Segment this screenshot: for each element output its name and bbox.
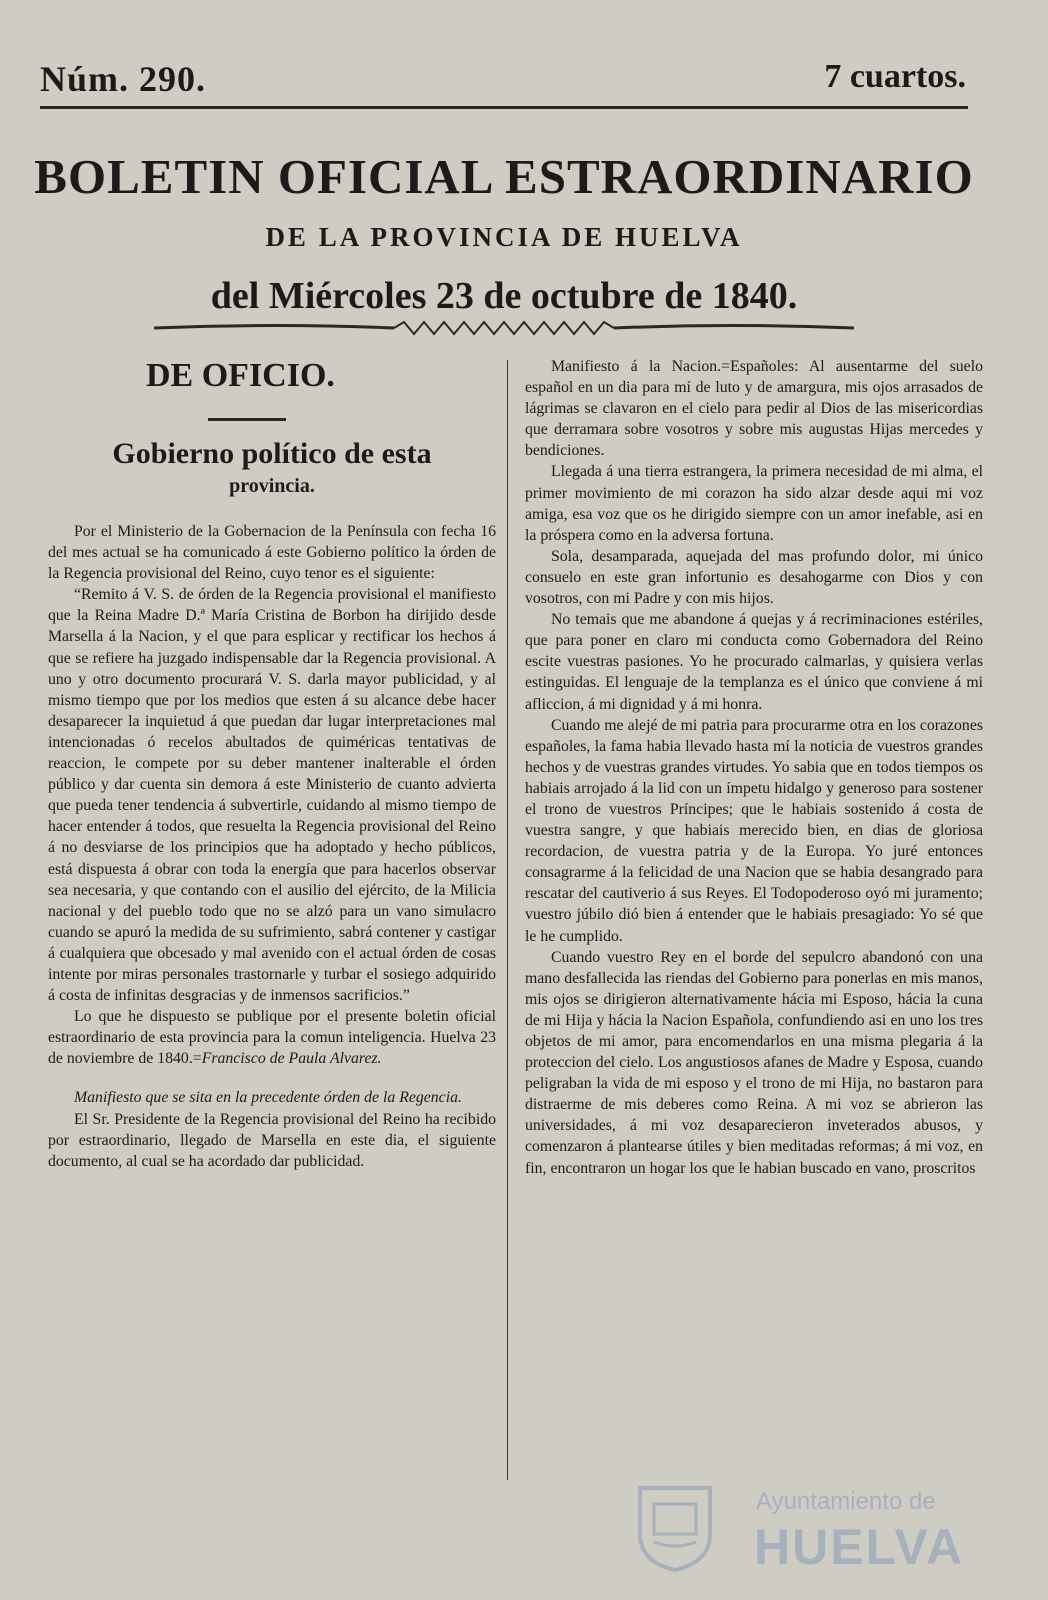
left-column <box>48 356 496 1172</box>
paragraph: Manifiesto á la Nacion.=Españoles: Al ausentarme del suelo español en un dia para mí de luto y de amargura, mis ojos arrasados de lágrimas se clavaron en el cielo para pedir al Dios de las misericordias que derramara sobre vosotros y sobre mis augustas Hijas mercedes y bendiciones. <box>525 358 983 460</box>
paragraph-text: Lo que he dispuesto se publique por el presente boletin oficial estraordinario de esta provincia para la comun inteligencia. Huelva 23 de noviembre de 1840.= <box>48 1008 496 1068</box>
paragraph: Cuando me alejé de mi patria para procurarme otra en los corazones españoles, la fama habia llevado hasta mí la noticia de vuestros grandes hechos y de vuestras grandes virtudes. Yo sabia que en todos tiempos os habiais arrojado á la lid con un ímpetu hidalgo y generoso para sostener el trono de vuestros Príncipes; que le habiais sostenido á costa de vuestra sangre, y que habiais merecido bien, en dias de gloriosa recordacion, de vuestra patria y de la Europa. Yo juré entonces consagrarme á la felicidad de una Nacion que se habia desangrado para rescatar del cautiverio á sus Reyes. El Todopoderoso oyó mi juramento; vuestro júbilo dió bien á entender que le habiais presagiado: Yo sé que le he cumplido. <box>525 716 983 945</box>
paragraph: Por el Ministerio de la Gobernacion de la Península con fecha 16 del mes actual se ha comunicado á este Gobierno político la órden de la Regencia provisional del Reino, cuyo tenor es el siguiente: <box>48 523 496 583</box>
masthead-subtitle: DE LA PROVINCIA DE HUELVA <box>265 222 743 252</box>
article-heading: Gobierno político de esta <box>112 437 432 470</box>
watermark-line2: HUELVA <box>754 1519 965 1575</box>
section-heading: DE OFICIO. <box>146 357 335 394</box>
paragraph: “Remito á V. S. de órden de la Regencia provisional el manifiesto que la Reina Madre D.ª María Cristina de Borbon ha dirijido desde Marsella á la Nacion, y el que para esplicar y rectificar los hechos á que se refiere ha juzgado indispensable dar la Regencia provisional. A uno y otro documento procurará V. S. darla mayor publicidad, y al mismo tiempo que por los medios que esten á su alcance debe hacer desaparecer la inquietud á que puedan dar lugar interpretaciones mal intencionadas ó recelos abultados de quiméricas tentativas de reaccion, le compete por su deber mantener inalterable el órden público y dar cuenta sin demora á este Ministerio de cuanto advierta que pueda tener tendencia á subvertirle, cuidando al mismo tiempo de hacer entender á todos, que resuelta la Regencia provisional del Reino á no desviarse de los principios que ha adoptado y hecho públicos, está dispuesta á obrar con toda la energía que para hacerlos observar sea necesaria, y que contando con el ausilio del ejército, de la Milicia nacional y del pueblo todo que no se alzó para un vano simulacro cuando se apuró la medida de su sufrimiento, sabrá contener y castigar á cualquiera que obcesado y mal avenido con el actual órden de cosas intente por miras personales trastornarle y turbar el sosiego adquirido á costa de infinitas desgracias y de inmensos sacrificios.” <box>48 586 496 1005</box>
issue-price: 7 cuartos. <box>824 58 966 95</box>
issue-date: del Miércoles 23 de octubre de 1840. <box>210 275 798 317</box>
watermark-line1: Ayuntamiento de <box>756 1488 936 1515</box>
italic-heading: Manifiesto que se sita en la precedente órden de la Regencia. <box>74 1089 462 1107</box>
paragraph <box>48 1006 496 1069</box>
paragraph: El Sr. Presidente de la Regencia provisional del Reino ha recibido por estraordinario, llegado de Marsella en este dia, el siguiente documento, al cual se ha acordado dar publicidad. <box>48 1110 496 1170</box>
column-divider <box>507 360 508 1480</box>
header-rule <box>40 106 968 109</box>
section-rule <box>208 418 286 421</box>
shield-icon <box>636 1484 714 1572</box>
issue-number: Núm. 290. <box>40 59 207 99</box>
masthead-title: BOLETIN OFICIAL ESTRAORDINARIO <box>34 149 974 204</box>
paragraph: Sola, desamparada, aquejada del mas profundo dolor, mi único consuelo en este gran infortunio es desahogarme con Dios y con vosotros, con mi Padre y con mis hijos. <box>525 547 983 608</box>
paragraph: Cuando vuestro Rey en el borde del sepulcro abandonó con una mano desfallecida las riendas del Gobierno para ponerlas en mis manos, mis ojos se dirigieron alternativamente hácia mi Esposo, hácia la cuna de mi Hija y hácia la Nacion Española, confundiendo asi en uno los tres objetos de mi amor, para encomendarlos en una misma plegaria á la proteccion del cielo. Los angustiosos afanes de Madre y Esposa, cuando peligraban la vida de mi esposo y el trono de mi Hija, no bastaron para distraerme de mis deberes como Reina. A mi voz se abrieron las universidades, á mi voz desaparecieron inveterados abusos, y comenzaron á plantearse útiles y bien meditadas reformas; á mi voz, en fin, encontraron un hogar los que le habian buscado en vano, proscritos <box>525 948 983 1177</box>
paragraph: Llegada á una tierra estrangera, la primera necesidad de mi alma, el primer movimiento de mi corazon ha sido alzar desde aqui mi voz amiga, esa voz que os he dirigido siempre con un amor inefable, asi en la próspera como en la adversa fortuna. <box>525 463 983 544</box>
watermark-logo <box>636 1478 976 1578</box>
signature: Francisco de Paula Alvarez. <box>201 1050 382 1068</box>
ornamental-rule <box>0 320 1008 336</box>
right-column <box>525 356 983 1179</box>
article-subheading: provincia. <box>229 475 315 497</box>
paragraph: No temais que me abandone á quejas y á recriminaciones estériles, que para poner en claro mi conducta como Gobernadora del Reino escite vuestras pasiones. Yo he procurado calmarlas, y quisiera verlas estinguidas. El lenguaje de la templanza es el único que conviene á mi afliccion, á mi dignidad y á mi honra. <box>525 611 983 713</box>
